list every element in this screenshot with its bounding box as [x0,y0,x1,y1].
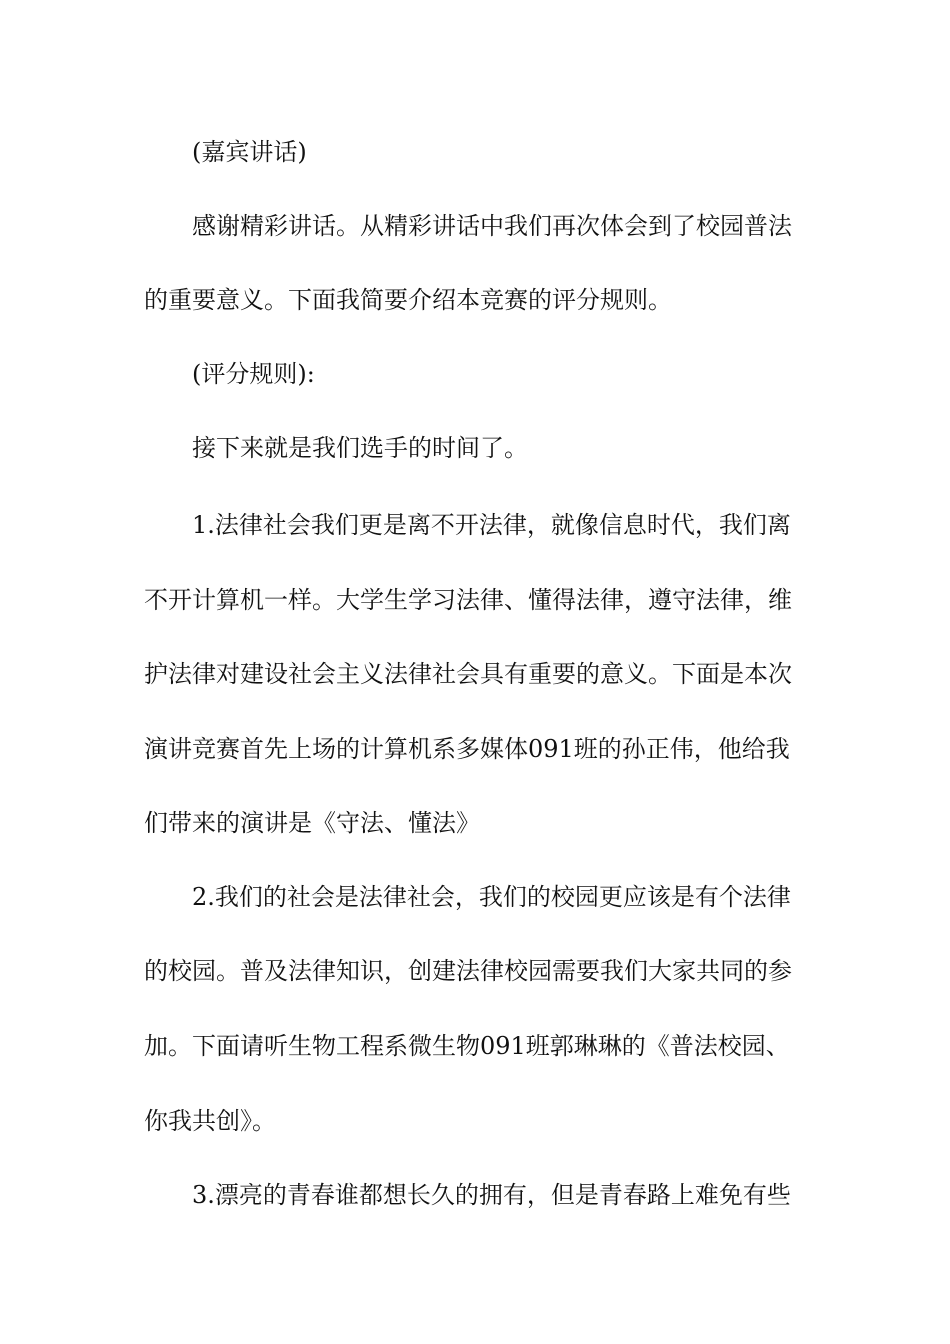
guest-speech-note: (嘉宾讲话) [192,138,307,166]
item-2-line: 的校园。普及法律知识，创建法律校园需要我们大家共同的参 [144,957,792,985]
item-2-line: 2.我们的社会是法律社会，我们的校园更应该是有个法律 [192,883,791,911]
item-2-line: 你我共创》。 [144,1107,276,1135]
item-1-line: 演讲竞赛首先上场的计算机系多媒体091班的孙正伟，他给我 [144,735,790,763]
paragraph-line: 感谢精彩讲话。从精彩讲话中我们再次体会到了校园普法 [192,212,792,240]
scoring-rules-note: (评分规则): [192,360,315,388]
item-3-line: 3.漂亮的青春谁都想长久的拥有，但是青春路上难免有些 [192,1181,791,1209]
item-2-line: 加。下面请听生物工程系微生物091班郭琳琳的《普法校园、 [144,1032,790,1060]
item-1-line: 不开计算机一样。大学生学习法律、懂得法律，遵守法律，维 [144,586,792,614]
item-1-line: 护法律对建设社会主义法律社会具有重要的意义。下面是本次 [144,660,792,688]
item-1-line: 们带来的演讲是《守法、懂法》 [144,809,480,837]
paragraph-line: 接下来就是我们选手的时间了。 [192,434,528,462]
paragraph-line: 的重要意义。下面我简要介绍本竞赛的评分规则。 [144,286,672,314]
item-1-line: 1.法律社会我们更是离不开法律，就像信息时代，我们离 [192,511,791,539]
